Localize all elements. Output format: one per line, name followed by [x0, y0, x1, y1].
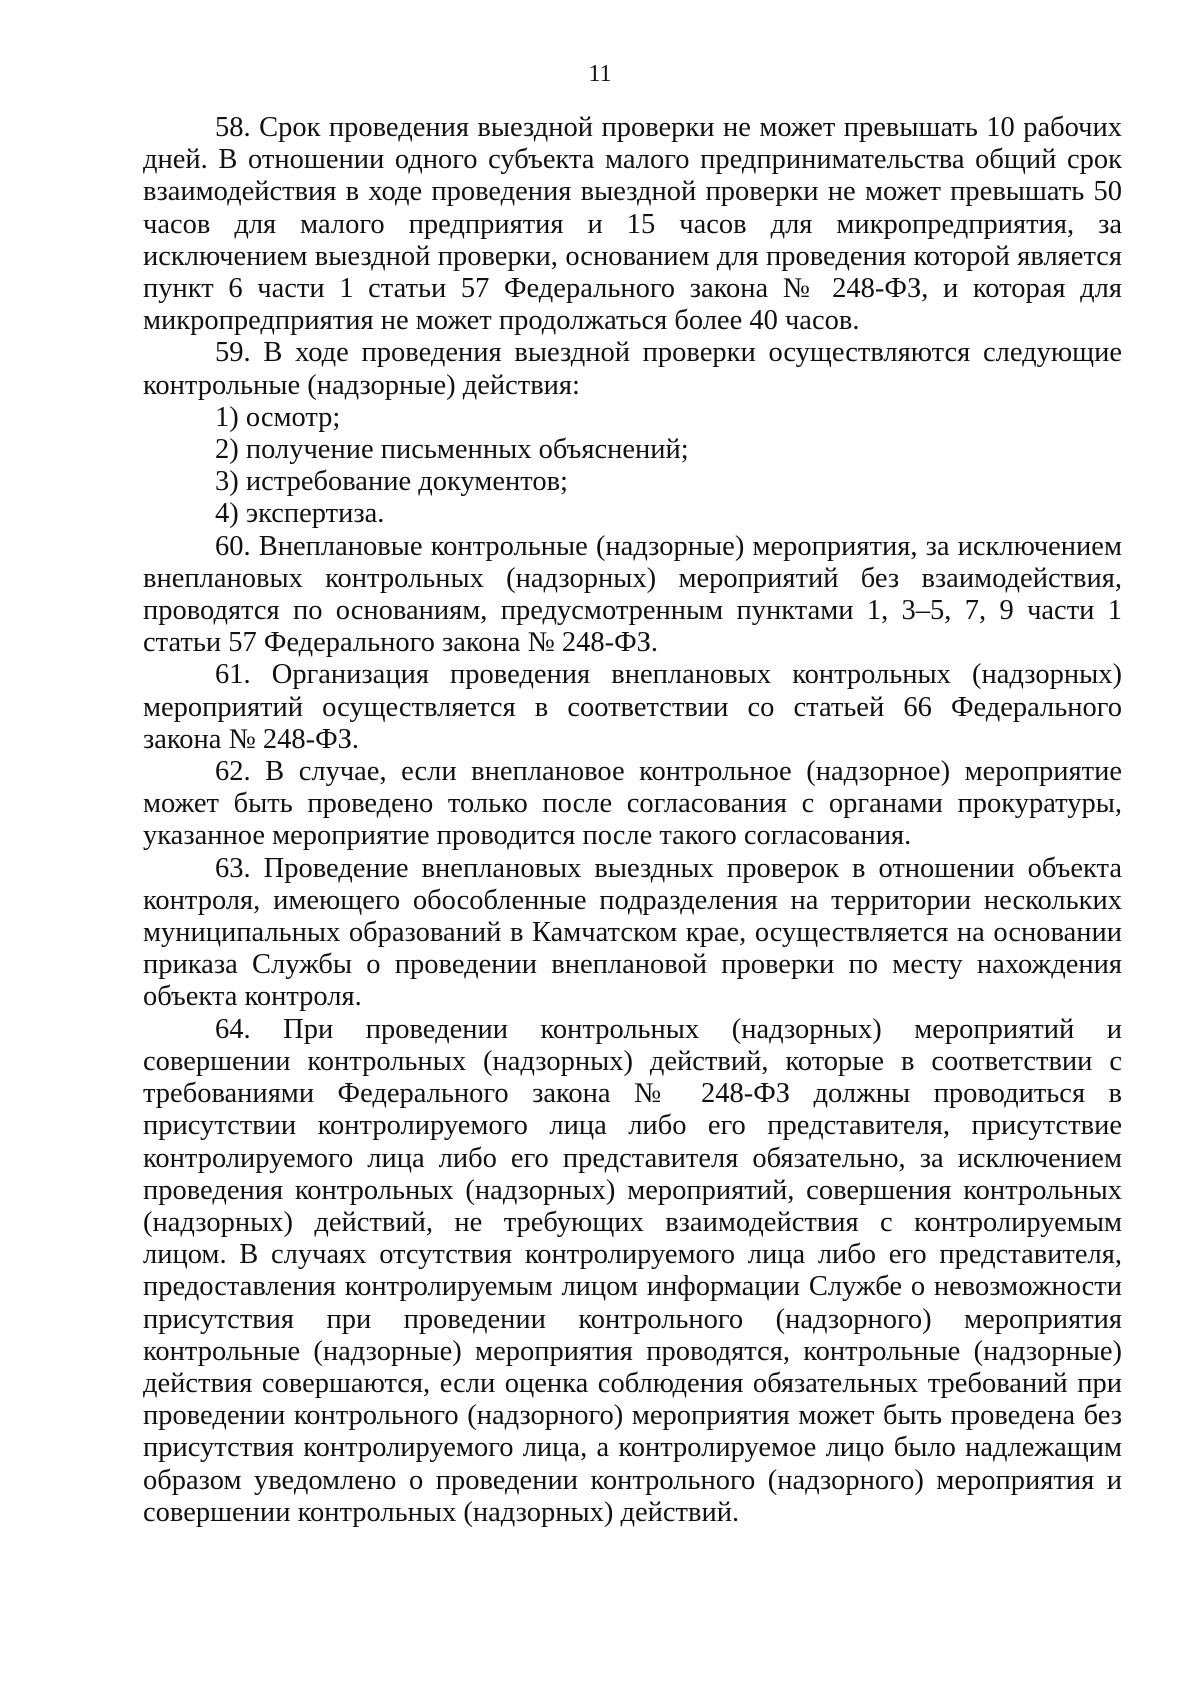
paragraph-58: 58. Срок проведения выездной проверки не может превышать 10 рабочих дней. В отношении одного субъекта малого предпринимательства общий срок взаимодействия в ходе проведения выездной проверки не может превышать 50 часов для малого предприятия и 15 часов для микропредприятия, за исключением выездной проверки, основанием для проведения которой является пункт 6 части 1 статьи 57 Федерального закона № 248-ФЗ, и которая для микропредприятия не может продолжаться более 40 часов. [143, 112, 1122, 337]
paragraph-63: 63. Проведение внеплановых выездных проверок в отношении объекта контроля, имеющего обособленные подразделения на территории нескольких муниципальных образований в Камчатском крае, осуществляется на основании приказа Службы о проведении внеплановой проверки по месту нахождения объекта контроля. [143, 852, 1122, 1013]
document-body [143, 112, 1122, 1529]
paragraph-59: 59. В ходе проведения выездной проверки осуществляются следующие контрольные (надзорные) действия: [143, 337, 1122, 401]
list-item-2: 2) получение письменных объяснений; [215, 434, 689, 466]
paragraph-61: 61. Организация проведения внеплановых контрольных (надзорных) мероприятий осуществляется в соответствии со статьей 66 Федерального закона № 248-ФЗ. [143, 659, 1122, 755]
list-item-3: 3) истребование документов; [215, 466, 568, 498]
paragraph-60: 60. Внеплановые контрольные (надзорные) мероприятия, за исключением внеплановых контрольных (надзорных) мероприятий без взаимодействия, проводятся по основаниям, предусмотренным пунктами 1, 3–5, 7, 9 части 1 статьи 57 Федерального закона № 248-ФЗ. [143, 530, 1122, 659]
paragraph-62: 62. В случае, если внеплановое контрольное (надзорное) мероприятие может быть проведено только после согласования с органами прокуратуры, указанное мероприятие проводится после такого согласования. [143, 756, 1122, 852]
list-item-1: 1) осмотр; [215, 401, 341, 433]
paragraph-64: 64. При проведении контрольных (надзорных) мероприятий и совершении контрольных (надзорных) действий, которые в соответствии с требованиями Федерального закона № 248-ФЗ должны проводиться в присутствии контролируемого лица либо его представителя, присутствие контролируемого лица либо его представителя обязательно, за исключением проведения контрольных (надзорных) мероприятий, совершения контрольных (надзорных) действий, не требующих взаимодействия с контролируемым лицом. В случаях отсутствия контролируемого лица либо его представителя, предоставления контролируемым лицом информации Службе о невозможности присутствия при проведении контрольного (надзорного) мероприятия контрольные (надзорные) мероприятия проводятся, контрольные (надзорные) действия совершаются, если оценка соблюдения обязательных требований при проведении контрольного (надзорного) мероприятия может быть проведена без присутствия контролируемого лица, а контролируемое лицо было надлежащим образом уведомлено о проведении контрольного (надзорного) мероприятия и совершении контрольных (надзорных) действий. [143, 1013, 1122, 1528]
page-number: 11 [588, 61, 612, 87]
list-item-4: 4) экспертиза. [215, 498, 385, 530]
